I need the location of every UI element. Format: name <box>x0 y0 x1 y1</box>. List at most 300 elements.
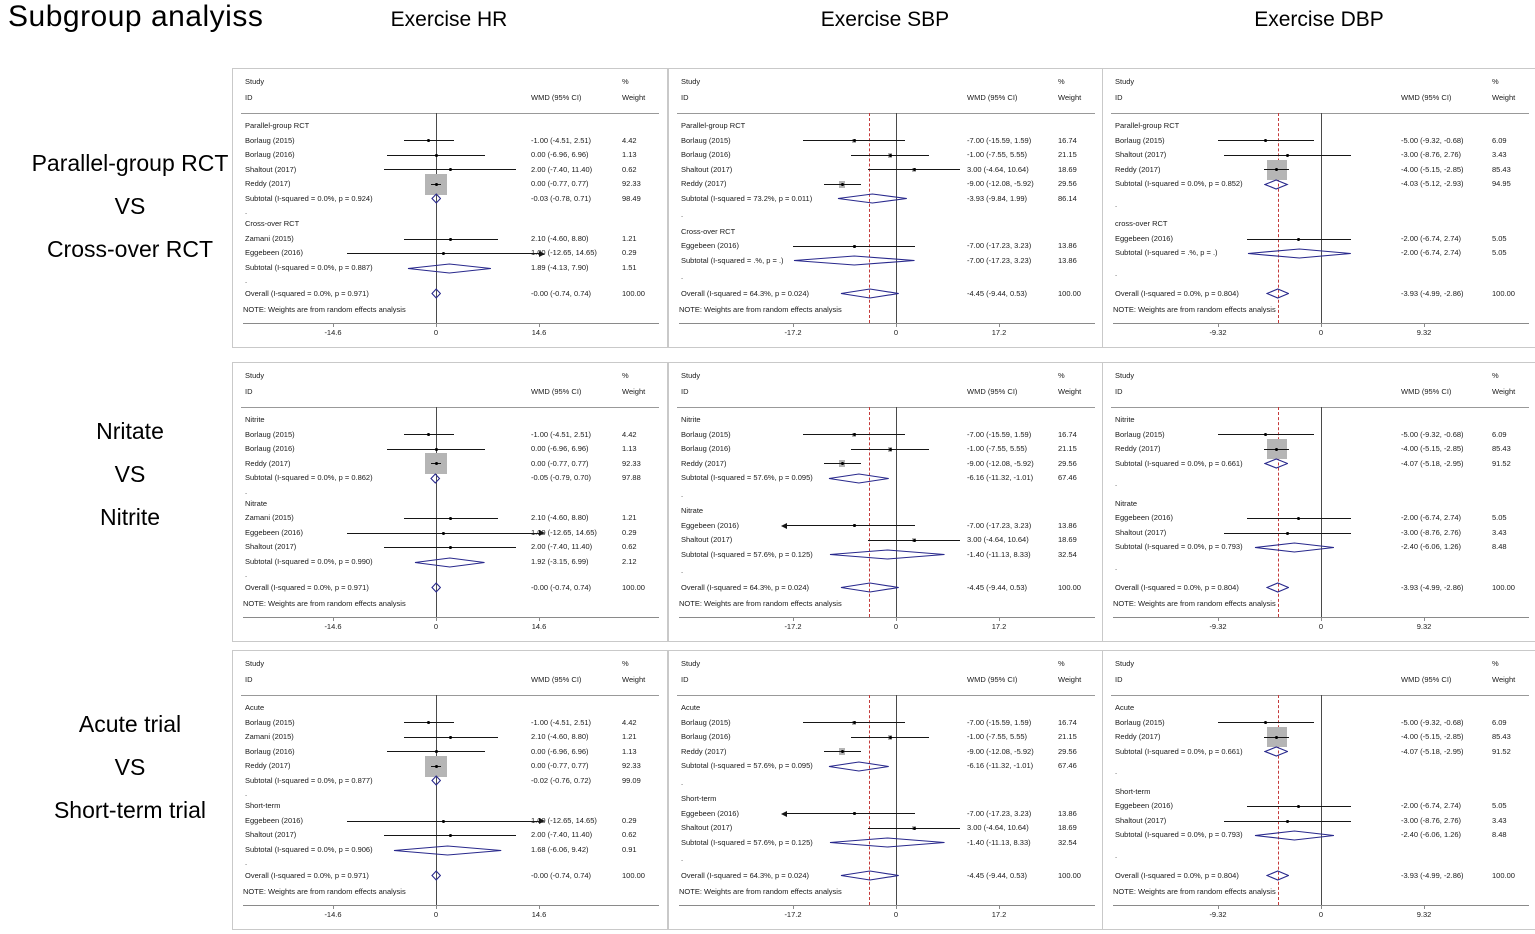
weight-value: 92.33 <box>622 179 641 188</box>
wmd-value: -7.00 (-17.23, 3.23) <box>967 255 1032 265</box>
axis-tick-label: 17.2 <box>991 622 1007 631</box>
overall-row <box>669 581 1103 596</box>
study-id: Borlaug (2015) <box>245 717 295 727</box>
pooled-diamond <box>828 761 890 772</box>
pooled-diamond <box>1264 458 1289 469</box>
axis-tick <box>539 323 540 327</box>
wmd-value: -2.00 (-6.74, 2.74) <box>1401 248 1462 258</box>
panel-header-id: ID <box>245 675 253 684</box>
subgroup-label-row <box>669 413 1103 428</box>
wmd-value: -6.16 (-11.32, -1.01) <box>967 473 1034 482</box>
panel-header-study: Study <box>245 371 265 380</box>
axis-tick-label: 0 <box>893 328 899 337</box>
study-row <box>669 745 1103 760</box>
study-row <box>1103 716 1535 731</box>
point-estimate <box>1286 532 1289 535</box>
panel-header-study: Study <box>681 77 701 86</box>
gap-dot: . <box>1115 767 1118 776</box>
study-row <box>233 730 667 745</box>
panel-header-wmd: WMD (95% CI) <box>967 93 1018 102</box>
study-id: Eggebeen (2016) <box>245 248 303 258</box>
note-text: NOTE: Weights are from random effects analysis <box>1113 305 1276 314</box>
overall-row <box>1103 869 1535 884</box>
weight-value: 29.56 <box>1058 458 1077 468</box>
wmd-value: -3.00 (-8.76, 2.76) <box>1401 527 1462 537</box>
study-id: Reddy (2017) <box>245 761 291 770</box>
study-row <box>233 457 667 472</box>
wmd-value: -2.40 (-6.06, 1.26) <box>1401 542 1462 552</box>
study-id: Borlaug (2015) <box>681 717 731 727</box>
axis-tick <box>1424 617 1425 621</box>
point-estimate <box>1286 820 1289 823</box>
weight-value: 94.95 <box>1492 179 1511 188</box>
wmd-value: 2.00 (-7.40, 11.40) <box>531 542 593 552</box>
gap-row <box>669 268 1103 287</box>
study-id: Shaltout (2017) <box>1115 815 1167 825</box>
axis-tick <box>1321 905 1322 909</box>
weight-value: 29.56 <box>1058 179 1077 188</box>
weight-value: 1.13 <box>622 150 637 159</box>
subtotal-row <box>233 261 667 276</box>
pooled-diamond <box>1266 288 1290 299</box>
row-label-compound-bottom: Nitrite <box>99 504 161 530</box>
weight-value: 67.46 <box>1058 761 1077 770</box>
subgroup-label-row <box>233 119 667 134</box>
study-id: Reddy (2017) <box>681 746 727 756</box>
weight-value: 8.48 <box>1492 830 1507 840</box>
weight-value: 5.05 <box>1492 233 1507 243</box>
axis-tick <box>1218 617 1219 621</box>
study-id: Reddy (2017) <box>245 179 291 188</box>
weight-value: 100.00 <box>1058 870 1081 880</box>
study-row <box>233 759 667 774</box>
row-label-duration-vs: VS <box>114 754 146 780</box>
study-id: Borlaug (2016) <box>681 444 731 453</box>
weight-value: 13.86 <box>1058 520 1077 530</box>
weight-value: 29.56 <box>1058 746 1077 756</box>
panel-header-id: ID <box>1115 675 1123 684</box>
gap-dot: . <box>245 858 248 868</box>
subtotal-label: Subtotal (I-squared = 73.2%, p = 0.011) <box>681 193 813 203</box>
gap-dot: . <box>1115 562 1118 572</box>
panel-header-pct: % <box>1058 659 1065 668</box>
pooled-diamond <box>1254 542 1335 553</box>
study-id: Reddy (2017) <box>245 458 291 468</box>
gap-dot: . <box>1115 199 1118 209</box>
subgroup-label-row <box>1103 119 1535 134</box>
weight-value: 13.86 <box>1058 241 1077 250</box>
axis-tick-label: -14.6 <box>324 622 342 631</box>
study-row <box>233 177 667 192</box>
weight-value: 97.88 <box>622 473 641 482</box>
panel-header-weight: Weight <box>1058 675 1082 684</box>
pooled-diamond <box>829 549 946 560</box>
overall-row <box>1103 287 1535 302</box>
study-id: Eggebeen (2016) <box>1115 513 1173 523</box>
wmd-value: 1.89 (-4.13, 7.90) <box>531 262 589 272</box>
wmd-value: 1.00 (-12.65, 14.65) <box>531 248 597 258</box>
subgroup-label-row <box>669 701 1103 716</box>
axis-tick-label: -9.32 <box>1209 910 1227 919</box>
wmd-value: 0.00 (-6.96, 6.96) <box>531 444 589 453</box>
note-text: NOTE: Weights are from random effects analysis <box>243 305 406 314</box>
panel-header-id: ID <box>245 93 253 102</box>
ci-line <box>787 813 915 814</box>
overall-label: Overall (I-squared = 64.3%, p = 0.024) <box>681 288 809 298</box>
axis-tick <box>333 323 334 327</box>
panel-header-rule <box>1111 695 1529 696</box>
arrowhead-left <box>781 811 787 817</box>
axis-tick <box>333 617 334 621</box>
axis-tick <box>1218 323 1219 327</box>
weight-value: 85.43 <box>1492 444 1511 453</box>
note-text: NOTE: Weights are from random effects analysis <box>243 599 406 608</box>
weight-value: 1.51 <box>622 262 637 272</box>
point-estimate <box>449 238 452 241</box>
axis-tick-label: -17.2 <box>784 328 802 337</box>
axis-tick-label: -14.6 <box>324 328 342 337</box>
subgroup-label-row <box>233 217 667 232</box>
study-id: Reddy (2017) <box>1115 444 1161 453</box>
subgroup-label: Nitrite <box>245 415 265 424</box>
weight-value: 4.42 <box>622 717 637 727</box>
pooled-diamond <box>1264 746 1289 757</box>
axis-tick-label: 9.32 <box>1416 910 1432 919</box>
study-row <box>233 428 667 443</box>
panel-header-study: Study <box>245 659 265 668</box>
weight-value: 91.52 <box>1492 458 1511 468</box>
figure-title: Subgroup analyiss <box>8 0 264 33</box>
panel-header-study: Study <box>1115 659 1135 668</box>
gap-dot: . <box>681 854 684 863</box>
panel-header-rule <box>241 695 659 696</box>
overall-row <box>669 869 1103 884</box>
subtotal-row <box>1103 828 1535 843</box>
point-estimate <box>853 721 856 724</box>
weight-value: 6.09 <box>1492 429 1507 439</box>
forest-panel-3-1 <box>232 650 668 930</box>
note-text: NOTE: Weights are from random effects analysis <box>1113 887 1276 896</box>
weight-value: 86.14 <box>1058 193 1077 203</box>
panel-header-wmd: WMD (95% CI) <box>967 387 1018 396</box>
study-row <box>1103 134 1535 149</box>
study-row <box>669 716 1103 731</box>
wmd-value: 2.00 (-7.40, 11.40) <box>531 164 593 174</box>
wmd-value: -3.93 (-9.84, 1.99) <box>967 193 1028 203</box>
gap-row <box>233 206 667 217</box>
wmd-value: -1.00 (-4.51, 2.51) <box>531 135 592 145</box>
x-axis <box>679 905 1095 906</box>
pooled-diamond <box>829 837 946 848</box>
weight-value: 0.62 <box>622 830 637 840</box>
axis-tick-label: 14.6 <box>531 910 547 919</box>
weight-value: 3.43 <box>1492 150 1507 159</box>
panel-header-weight: Weight <box>622 675 646 684</box>
wmd-value: -5.00 (-9.32, -0.68) <box>1401 429 1464 439</box>
axis-tick <box>436 617 437 621</box>
axis-tick <box>896 617 897 621</box>
point-estimate <box>427 139 430 142</box>
axis-tick <box>1424 905 1425 909</box>
panel-header-weight: Weight <box>1492 93 1516 102</box>
wmd-value: 3.00 (-4.64, 10.64) <box>967 164 1029 174</box>
axis-tick-label: 0 <box>1318 622 1324 631</box>
overall-row <box>1103 581 1535 596</box>
subgroup-label-row <box>669 504 1103 519</box>
wmd-value: -2.40 (-6.06, 1.26) <box>1401 830 1462 840</box>
weight-value: 1.13 <box>622 746 637 756</box>
study-row <box>1103 511 1535 526</box>
panel-header-pct: % <box>1058 371 1065 380</box>
weight-value: 92.33 <box>622 458 641 468</box>
x-axis <box>243 617 659 618</box>
weight-value: 16.74 <box>1058 717 1077 727</box>
row-label-design <box>5 142 255 271</box>
study-id: Eggebeen (2016) <box>1115 233 1173 243</box>
subtotal-label: Subtotal (I-squared = 0.0%, p = 0.906) <box>245 844 373 854</box>
point-estimate <box>841 462 844 465</box>
wmd-value: 1.68 (-6.06, 9.42) <box>531 844 589 854</box>
panel-header-weight: Weight <box>1058 387 1082 396</box>
weight-value: 21.15 <box>1058 150 1077 159</box>
subtotal-row <box>233 555 667 570</box>
subtotal-label: Subtotal (I-squared = 0.0%, p = 0.852) <box>1115 179 1243 188</box>
gap-dot: . <box>1115 850 1118 860</box>
axis-tick-label: 0 <box>1318 910 1324 919</box>
overall-row <box>233 581 667 596</box>
weight-value: 18.69 <box>1058 823 1077 832</box>
subtotal-row <box>669 548 1103 563</box>
wmd-value: -7.00 (-17.23, 3.23) <box>967 241 1032 250</box>
subgroup-label-row <box>233 799 667 814</box>
subgroup-label: Parallel-group RCT <box>245 121 310 130</box>
wmd-value: 2.10 (-4.60, 8.80) <box>531 732 589 741</box>
weight-value: 5.05 <box>1492 248 1507 258</box>
wmd-value: 0.00 (-6.96, 6.96) <box>531 150 589 159</box>
overall-label: Overall (I-squared = 64.3%, p = 0.024) <box>681 870 809 880</box>
axis-tick-label: -17.2 <box>784 622 802 631</box>
axis-tick-label: 17.2 <box>991 328 1007 337</box>
forest-panel-2-2 <box>668 362 1104 642</box>
pooled-diamond <box>431 870 441 881</box>
forest-panel-2-1 <box>232 362 668 642</box>
point-estimate <box>913 827 916 830</box>
pooled-diamond <box>407 263 492 274</box>
study-id: Borlaug (2016) <box>245 746 295 756</box>
axis-tick <box>539 905 540 909</box>
wmd-value: -0.00 (-0.74, 0.74) <box>531 870 592 880</box>
study-row <box>233 716 667 731</box>
axis-tick <box>999 323 1000 327</box>
weight-value: 0.62 <box>622 542 637 552</box>
panel-header-wmd: WMD (95% CI) <box>1401 675 1452 684</box>
subtotal-label: Subtotal (I-squared = 0.0%, p = 0.877) <box>245 775 373 785</box>
panel-header-pct: % <box>1492 371 1499 380</box>
study-row <box>233 246 667 261</box>
point-estimate <box>442 820 445 823</box>
study-id: Reddy (2017) <box>1115 732 1161 741</box>
wmd-value: -0.02 (-0.76, 0.72) <box>531 775 592 785</box>
wmd-value: -4.00 (-5.15, -2.85) <box>1401 732 1464 741</box>
wmd-value: -1.00 (-4.51, 2.51) <box>531 429 592 439</box>
weight-value: 5.05 <box>1492 801 1507 811</box>
study-row <box>233 526 667 541</box>
point-estimate <box>427 721 430 724</box>
wmd-value: -4.00 (-5.15, -2.85) <box>1401 444 1464 453</box>
gap-row <box>233 569 667 580</box>
gap-row <box>233 486 667 497</box>
subtotal-label: Subtotal (I-squared = .%, p = .) <box>681 255 784 265</box>
subgroup-label: Short-term <box>245 801 281 811</box>
subgroup-label-row <box>1103 413 1535 428</box>
study-id: Eggebeen (2016) <box>681 520 739 530</box>
wmd-value: -6.16 (-11.32, -1.01) <box>967 761 1034 770</box>
point-estimate <box>435 154 438 157</box>
subtotal-row <box>669 471 1103 486</box>
axis-tick-label: 14.6 <box>531 328 547 337</box>
panel-header-id: ID <box>681 387 689 396</box>
subgroup-label-row <box>669 792 1103 807</box>
weight-value: 13.86 <box>1058 255 1077 265</box>
panel-header-rule <box>677 695 1095 696</box>
panel-header-study: Study <box>681 659 701 668</box>
ci-line <box>787 525 915 526</box>
panel-header-wmd: WMD (95% CI) <box>531 387 582 396</box>
panel-header-pct: % <box>622 371 629 380</box>
study-id: Borlaug (2016) <box>681 732 731 741</box>
panel-header-pct: % <box>1058 77 1065 86</box>
subtotal-row <box>669 836 1103 851</box>
study-id: Borlaug (2015) <box>1115 429 1165 439</box>
forest-panel-2-3 <box>1102 362 1535 642</box>
pooled-diamond <box>431 582 441 593</box>
subgroup-label-row <box>233 413 667 428</box>
study-id: Borlaug (2016) <box>245 150 295 159</box>
axis-tick <box>333 905 334 909</box>
weight-value: 100.00 <box>1492 288 1515 298</box>
point-estimate <box>435 765 438 768</box>
subgroup-label: Nitrite <box>1115 415 1135 424</box>
axis-tick-label: 17.2 <box>991 910 1007 919</box>
gap-row <box>669 206 1103 225</box>
wmd-value: -4.45 (-9.44, 0.53) <box>967 288 1028 298</box>
gap-row <box>1103 471 1535 497</box>
gap-dot: . <box>245 207 248 216</box>
pooled-diamond <box>840 870 900 881</box>
weight-value: 67.46 <box>1058 473 1077 482</box>
row-label-duration-bottom: Short-term trial <box>53 797 207 823</box>
axis-tick <box>793 617 794 621</box>
subtotal-label: Subtotal (I-squared = 0.0%, p = 0.924) <box>245 193 373 203</box>
pooled-diamond <box>840 582 900 593</box>
subgroup-label-row <box>1103 785 1535 800</box>
gap-dot: . <box>681 272 684 281</box>
subgroup-label: cross-over RCT <box>1115 219 1168 229</box>
point-estimate <box>853 433 856 436</box>
weight-value: 32.54 <box>1058 837 1077 847</box>
study-id: Shaltout (2017) <box>681 535 733 544</box>
study-id: Borlaug (2016) <box>245 444 295 453</box>
weight-value: 100.00 <box>1492 870 1515 880</box>
study-row <box>233 148 667 163</box>
weight-value: 1.21 <box>622 732 637 741</box>
subtotal-label: Subtotal (I-squared = 57.6%, p = 0.095) <box>681 761 813 770</box>
panel-header-weight: Weight <box>1492 675 1516 684</box>
gap-dot: . <box>681 210 684 219</box>
overall-label: Overall (I-squared = 0.0%, p = 0.804) <box>1115 288 1239 298</box>
study-row <box>233 232 667 247</box>
point-estimate <box>913 168 916 171</box>
row-label-design-bottom: Cross-over RCT <box>46 236 214 262</box>
weight-value: 13.86 <box>1058 808 1077 818</box>
wmd-value: -0.03 (-0.78, 0.71) <box>531 193 592 203</box>
wmd-value: -7.00 (-17.23, 3.23) <box>967 808 1032 818</box>
study-row <box>233 163 667 178</box>
study-row <box>669 134 1103 149</box>
subgroup-label: Parallel-group RCT <box>1115 121 1180 130</box>
point-estimate <box>435 448 438 451</box>
forest-panel-1-2 <box>668 68 1104 348</box>
pooled-diamond <box>431 193 442 204</box>
weight-value: 100.00 <box>1058 582 1081 592</box>
weight-value: 16.74 <box>1058 429 1077 439</box>
point-estimate <box>449 517 452 520</box>
subtotal-row <box>669 192 1103 207</box>
study-row <box>233 442 667 457</box>
study-id: Reddy (2017) <box>1115 164 1161 174</box>
study-row <box>669 428 1103 443</box>
pooled-diamond <box>1264 179 1288 190</box>
pooled-diamond <box>431 288 441 299</box>
study-row <box>669 519 1103 534</box>
gap-row <box>1103 843 1535 869</box>
note-text: NOTE: Weights are from random effects analysis <box>679 599 842 608</box>
axis-tick <box>539 617 540 621</box>
point-estimate <box>1264 721 1267 724</box>
wmd-value: -1.00 (-7.55, 5.55) <box>967 732 1028 741</box>
point-estimate <box>1286 154 1289 157</box>
wmd-value: -7.00 (-15.59, 1.59) <box>967 429 1032 439</box>
pooled-diamond <box>414 557 486 568</box>
panel-header-pct: % <box>1492 77 1499 86</box>
note-text: NOTE: Weights are from random effects analysis <box>243 887 406 896</box>
overall-label: Overall (I-squared = 0.0%, p = 0.804) <box>1115 870 1239 880</box>
study-row <box>1103 730 1535 745</box>
wmd-value: 2.10 (-4.60, 8.80) <box>531 513 589 523</box>
row-label-compound <box>5 410 255 539</box>
wmd-value: -1.00 (-4.51, 2.51) <box>531 717 592 727</box>
subtotal-row <box>233 774 667 789</box>
gap-row <box>669 562 1103 581</box>
subgroup-label: Acute <box>245 703 265 712</box>
panel-header-rule <box>677 113 1095 114</box>
forest-panel-3-3 <box>1102 650 1535 930</box>
wmd-value: -3.93 (-4.99, -2.86) <box>1401 582 1464 592</box>
gap-dot: . <box>681 777 684 787</box>
wmd-value: -0.05 (-0.79, 0.70) <box>531 473 592 482</box>
subtotal-row <box>233 843 667 858</box>
subtotal-label: Subtotal (I-squared = 0.0%, p = 0.887) <box>245 262 373 272</box>
point-estimate <box>889 736 892 739</box>
panel-header-rule <box>677 407 1095 408</box>
panel-header-id: ID <box>681 93 689 102</box>
subtotal-label: Subtotal (I-squared = 0.0%, p = 0.661) <box>1115 458 1243 468</box>
study-row <box>233 828 667 843</box>
weight-value: 85.43 <box>1492 732 1511 741</box>
gap-row <box>669 486 1103 505</box>
wmd-value: -1.40 (-11.13, 8.33) <box>967 837 1031 847</box>
subtotal-row <box>233 192 667 207</box>
